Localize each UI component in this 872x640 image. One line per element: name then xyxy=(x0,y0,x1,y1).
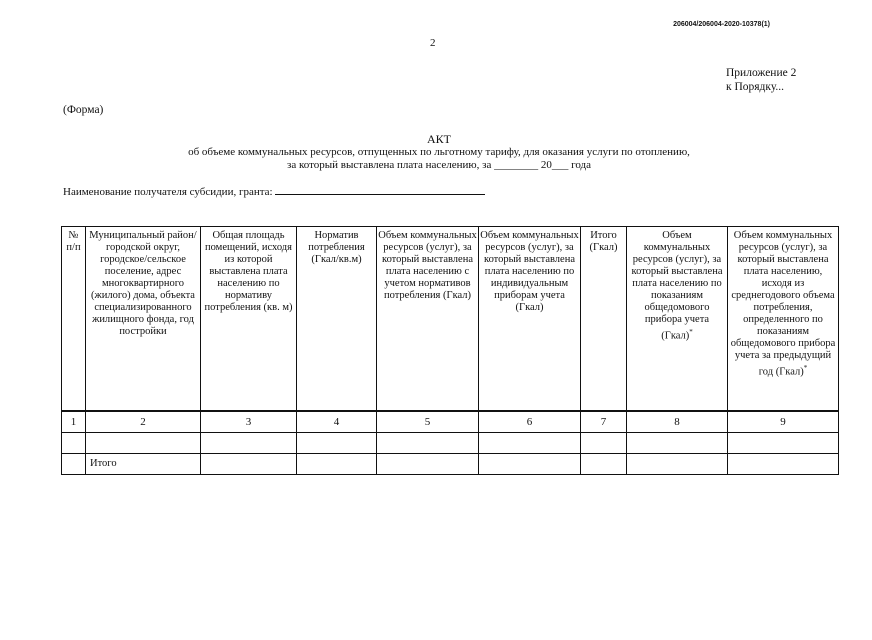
header-cell-4: Норматив потребления (Гкал/кв.м) xyxy=(297,227,377,412)
document-number: 206004/206004-2020-10378(1) xyxy=(673,21,770,28)
table-cell[interactable] xyxy=(728,454,839,475)
table-header-row xyxy=(62,227,839,412)
appendix-line-1: Приложение 2 xyxy=(726,67,797,79)
table-cell[interactable] xyxy=(377,433,479,454)
recipient-field xyxy=(63,184,485,198)
header-cell-6: Объем коммунальных ресурсов (услуг), за который выставлена плата населению по индивидуальным приборам учета (Гкал) xyxy=(479,227,581,412)
table-cell[interactable] xyxy=(627,454,728,475)
column-number-cell: 4 xyxy=(297,411,377,433)
header-cell-5: Объем коммунальных ресурсов (услуг), за который выставлена плата населению с учетом нормативов потребления (Гкал) xyxy=(377,227,479,412)
column-number-cell: 9 xyxy=(728,411,839,433)
act-table xyxy=(61,226,839,475)
footnote-mark-9: * xyxy=(803,364,808,372)
table-cell[interactable] xyxy=(479,433,581,454)
total-row xyxy=(62,454,839,475)
table-cell[interactable] xyxy=(479,454,581,475)
header-cell-9-text: Объем коммунальных ресурсов (услуг), за который выставлена плата населению, исходя из среднегодового объема потребления, определенного по показаниям общедомового прибора учета за предыдущий год (Гкал) xyxy=(730,230,836,378)
header-cell-1: № п/п xyxy=(62,227,86,412)
table-cell[interactable] xyxy=(728,433,839,454)
act-title xyxy=(100,133,778,172)
table-cell[interactable] xyxy=(297,454,377,475)
header-cell-8-text: Объем коммунальных ресурсов (услуг), за который выставлена плата населению по показаниям общедомового прибора учета (Гкал) xyxy=(631,230,723,342)
column-number-cell: 1 xyxy=(62,411,86,433)
table-cell[interactable] xyxy=(581,433,627,454)
appendix-note xyxy=(726,66,796,94)
header-cell-8 xyxy=(627,227,728,412)
column-number-row xyxy=(62,411,839,433)
column-number-cell: 2 xyxy=(86,411,201,433)
table-cell[interactable] xyxy=(62,433,86,454)
table-cell[interactable] xyxy=(201,454,297,475)
recipient-blank-line xyxy=(275,184,485,195)
table-cell[interactable] xyxy=(581,454,627,475)
recipient-label: Наименование получателя субсидии, гранта: xyxy=(63,186,273,198)
header-cell-2: Муниципальный район/городской округ, городское/сельское поселение, адрес многоквартирного (жилого) дома, объекта специализированного жилищного фонда, год постройки xyxy=(86,227,201,412)
header-cell-7: Итого (Гкал) xyxy=(581,227,627,412)
column-number-cell: 5 xyxy=(377,411,479,433)
table-cell[interactable] xyxy=(627,433,728,454)
column-number-cell: 8 xyxy=(627,411,728,433)
page-number: 2 xyxy=(430,37,436,49)
header-cell-9 xyxy=(728,227,839,412)
table-cell[interactable] xyxy=(377,454,479,475)
total-label: Итого xyxy=(86,454,201,475)
table-cell[interactable] xyxy=(201,433,297,454)
column-number-cell: 7 xyxy=(581,411,627,433)
table-row xyxy=(62,433,839,454)
column-number-cell: 6 xyxy=(479,411,581,433)
table-cell[interactable] xyxy=(86,433,201,454)
appendix-line-2: к Порядку... xyxy=(726,81,785,93)
act-heading: АКТ xyxy=(427,132,451,146)
column-number-cell: 3 xyxy=(201,411,297,433)
table-cell[interactable] xyxy=(62,454,86,475)
table-cell[interactable] xyxy=(297,433,377,454)
act-title-line-2: за который выставлена плата населению, за ________ 20___ года xyxy=(287,159,591,171)
act-title-line-1: об объеме коммунальных ресурсов, отпущенных по льготному тарифу, для оказания услуги по отоплению, xyxy=(188,146,690,158)
footnote-mark-8: * xyxy=(689,328,693,336)
form-label: (Форма) xyxy=(63,104,104,116)
header-cell-3: Общая площадь помещений, исходя из которой выставлена плата населению по нормативу потребления (кв. м) xyxy=(201,227,297,412)
